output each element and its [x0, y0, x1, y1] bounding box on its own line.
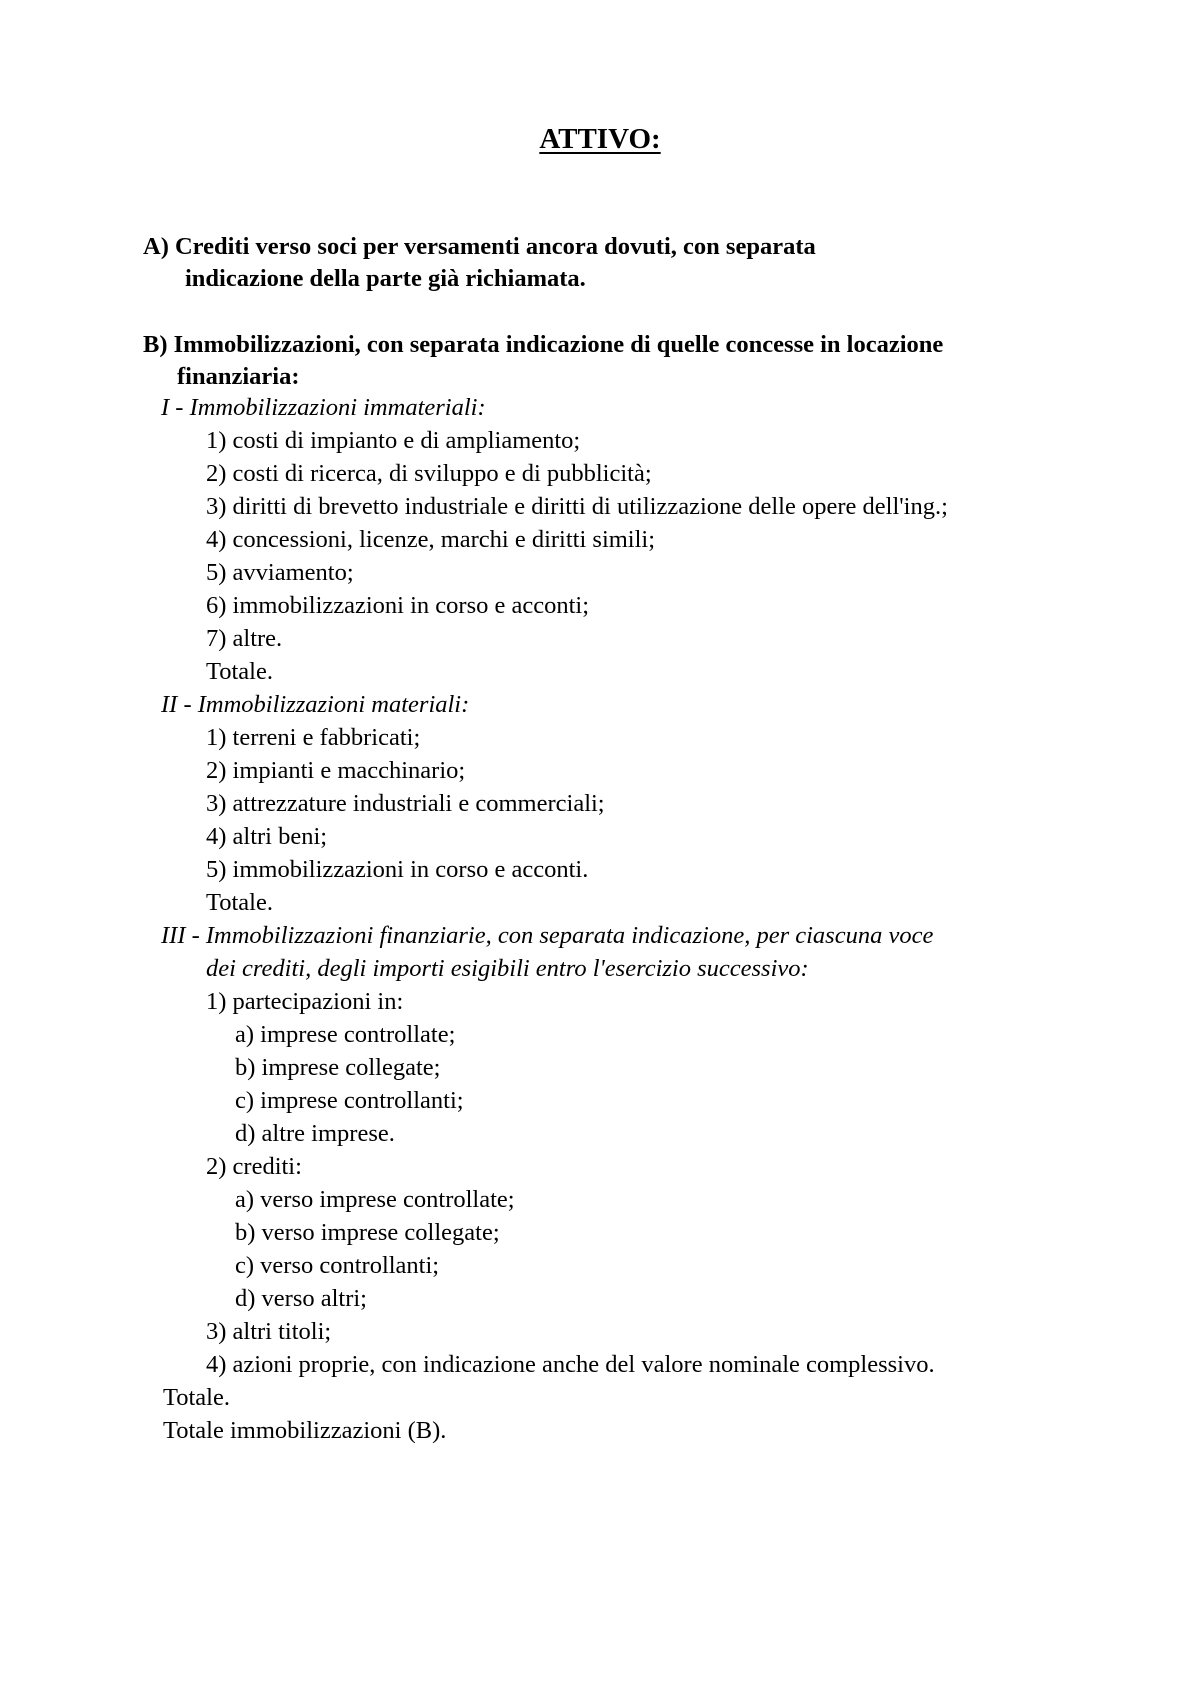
list-item: 2) impianti e macchinario; [206, 757, 466, 784]
list-item: 2) crediti: [206, 1153, 302, 1180]
list-item: 1) partecipazioni in: [206, 988, 404, 1015]
section-b-total: Totale. [163, 1384, 230, 1411]
section-b-line-2: finanziaria: [177, 363, 300, 390]
section-a-line-2: indicazione della parte già richiamata. [185, 265, 586, 292]
list-item: 3) diritti di brevetto industriale e diritti di utilizzazione delle opere dell'ing.; [206, 493, 948, 520]
sub-list-item: c) imprese controllanti; [235, 1087, 464, 1114]
list-item: 4) azioni proprie, con indicazione anche del valore nominale complessivo. [206, 1351, 935, 1378]
page-title: ATTIVO: [539, 123, 661, 155]
group-iii-heading-line-1: III - Immobilizzazioni finanziarie, con separata indicazione, per ciascuna voce [161, 922, 934, 949]
list-item: 6) immobilizzazioni in corso e acconti; [206, 592, 590, 619]
sub-list-item: a) verso imprese controllate; [235, 1186, 515, 1213]
list-item: 7) altre. [206, 625, 283, 652]
sub-list-item: c) verso controllanti; [235, 1252, 440, 1279]
section-b-line-1: B) Immobilizzazioni, con separata indicazione di quelle concesse in locazione [143, 331, 944, 358]
section-b-grand-total: Totale immobilizzazioni (B). [163, 1417, 447, 1444]
group-ii-heading: II - Immobilizzazioni materiali: [161, 691, 470, 718]
section-a-line-1: A) Crediti verso soci per versamenti ancora dovuti, con separata [143, 233, 816, 260]
list-item: 5) immobilizzazioni in corso e acconti. [206, 856, 589, 883]
sub-list-item: a) imprese controllate; [235, 1021, 456, 1048]
list-item: 4) altri beni; [206, 823, 328, 850]
list-item: 1) terreni e fabbricati; [206, 724, 421, 751]
list-item: 3) attrezzature industriali e commerciali; [206, 790, 605, 817]
list-item: 4) concessioni, licenze, marchi e diritti simili; [206, 526, 656, 553]
list-item: 2) costi di ricerca, di sviluppo e di pubblicità; [206, 460, 652, 487]
group-i-total: Totale. [206, 658, 273, 685]
group-ii-total: Totale. [206, 889, 273, 916]
list-item: 3) altri titoli; [206, 1318, 332, 1345]
group-i-heading: I - Immobilizzazioni immateriali: [161, 394, 486, 421]
sub-list-item: b) verso imprese collegate; [235, 1219, 500, 1246]
sub-list-item: d) altre imprese. [235, 1120, 395, 1147]
list-item: 1) costi di impianto e di ampliamento; [206, 427, 581, 454]
group-iii-heading-line-2: dei crediti, degli importi esigibili entro l'esercizio successivo: [206, 955, 809, 982]
sub-list-item: b) imprese collegate; [235, 1054, 441, 1081]
list-item: 5) avviamento; [206, 559, 354, 586]
sub-list-item: d) verso altri; [235, 1285, 367, 1312]
